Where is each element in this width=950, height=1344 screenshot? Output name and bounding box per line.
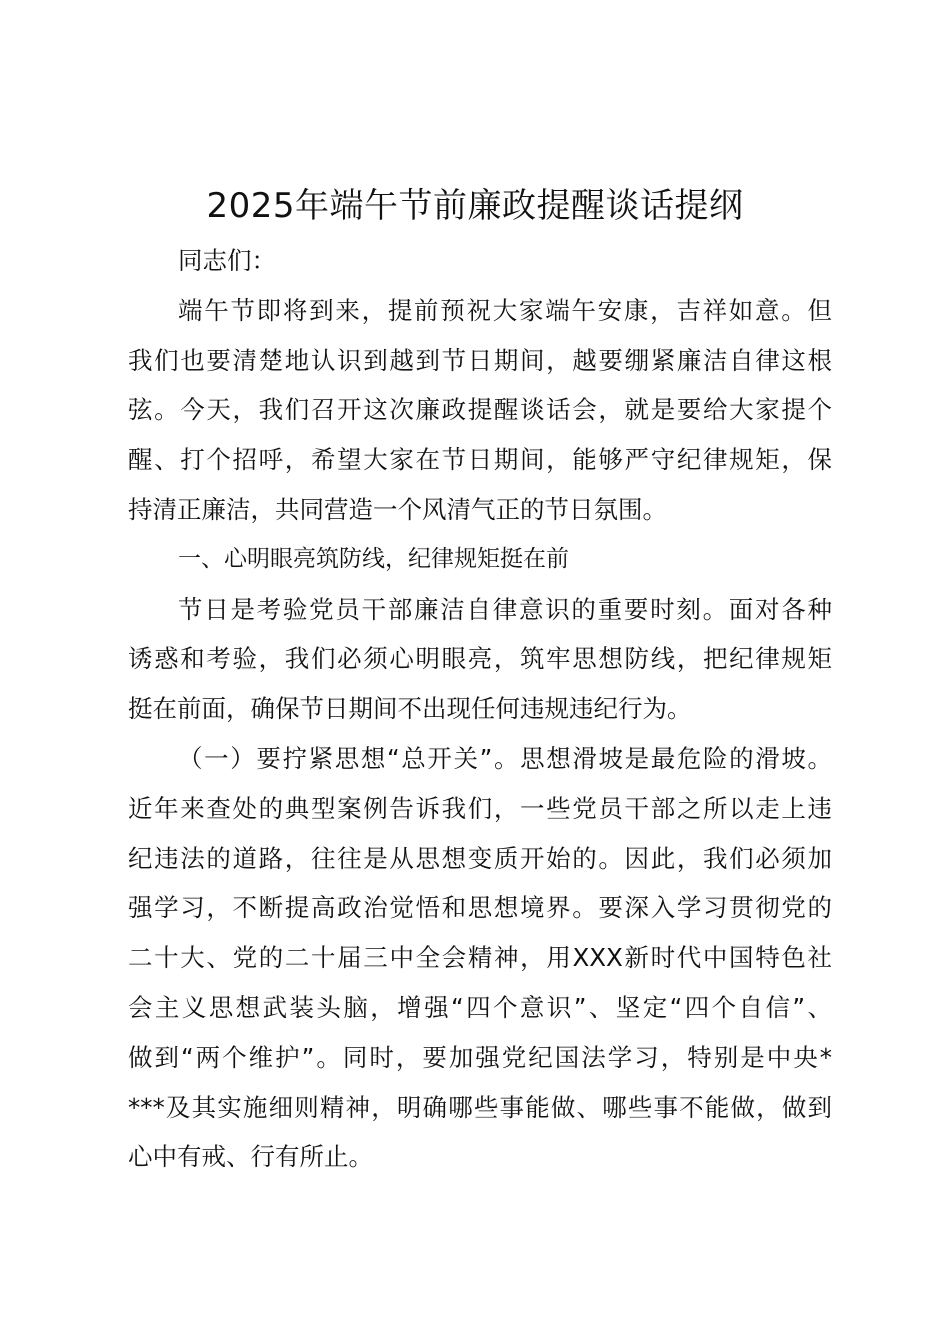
paragraph-line: 近年来查处的典型案例告诉我们，一些党员干部之所以走上违 <box>128 793 832 823</box>
paragraph-line: 端午节即将到来，提前预祝大家端午安康，吉祥如意。但 <box>178 295 832 325</box>
paragraph-line: 醒、打个招呼，希望大家在节日期间，能够严守纪律规矩，保 <box>128 445 832 475</box>
paragraph-line: 持清正廉洁，共同营造一个风清气正的节日氛围。 <box>128 494 667 524</box>
paragraph-line: 纪违法的道路，往往是从思想变质开始的。因此，我们必须加 <box>128 843 832 873</box>
paragraph-line: 我们也要清楚地认识到越到节日期间，越要绷紧廉洁自律这根 <box>128 345 832 375</box>
document-title: 2025年端午节前廉政提醒谈话提纲 <box>206 186 744 226</box>
paragraph-line: 强学习，不断提高政治觉悟和思想境界。要深入学习贯彻党的 <box>128 893 832 923</box>
section-heading: 一、心明眼亮筑防线，纪律规矩挺在前 <box>178 545 569 572</box>
paragraph-line: 做到“两个维护”。同时，要加强党纪国法学习，特别是中央* <box>128 1042 832 1072</box>
paragraph-line: 心中有戒、行有所止。 <box>128 1142 373 1172</box>
paragraph-line: 挺在前面，确保节日期间不出现任何违规违纪行为。 <box>128 694 692 724</box>
paragraph-line: 诱惑和考验，我们必须心明眼亮，筑牢思想防线，把纪律规矩 <box>128 644 832 674</box>
paragraph-line: ***及其实施细则精神，明确哪些事能做、哪些事不能做，做到 <box>128 1092 832 1122</box>
paragraph-line: 会主义思想武装头脑，增强“四个意识”、坚定“四个自信”、 <box>128 992 832 1022</box>
document-body <box>128 236 832 1182</box>
paragraph-line: 节日是考验党员干部廉洁自律意识的重要时刻。面对各种 <box>178 594 832 624</box>
paragraph-line: 二十大、党的二十届三中全会精神，用XXX新时代中国特色社 <box>128 943 832 973</box>
salutation: 同志们： <box>178 246 276 275</box>
paragraph-line: 弦。今天，我们召开这次廉政提醒谈话会，就是要给大家提个 <box>128 395 832 425</box>
paragraph-line: （一）要拧紧思想“总开关”。思想滑坡是最危险的滑坡。 <box>178 743 832 773</box>
